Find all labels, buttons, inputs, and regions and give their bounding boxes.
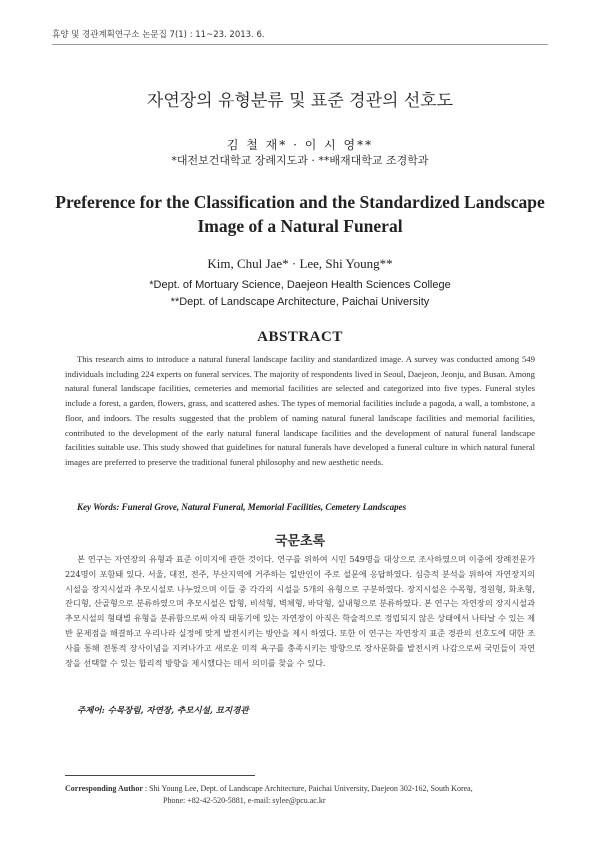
korean-abstract-body: 본 연구는 자연장의 유형과 표준 이미지에 관한 것이다. 연구를 위하여 시민 549명을 대상으로 조사하였으며 이중에 장례전문가 224명이 포함돼 있다. 서울, 대전, 전주, 부산지역에 거주하는 일반인이 주로 설문에 응답하였다. 심층적 분석을 위하여 자연장지의 시설을 장지시설과 추모시설로 나누었으며 이들 중 각각의 시설을 5개의 유형으로 구분하였다. 장지시설은 수목형, 정원형, 화초형, 잔디형, 산골형으로 분류하였으며 추모시설은 탑형, 비석형, 벽체형, 바닥형, 실내형으로 분류하였다. 본 연구는 자연장의 장지시설과 추모시설의 형태별 유형을 분류함으로써 아직 태동기에 있는 자연장이 아직은 학술적으로 정립되지 않은 상태에서 나타날 수 있는 제반 문제점을 해결하고 우리나라 실정에 맞게 발전시키는 방안을 제시 하였다. 또한 이 연구는 자연장지 표준 경관의 선호도에 대한 조사를 통해 전통적 장사이념을 지켜나가고 새로운 미적 욕구를 충족시키는 방향으로 장사문화를 발전시켜 나감으로써 국민들이 자연장을 선택할 수 있는 합리적 방향을 제시했다는 데서 의미를 찾을 수 있다.	[65, 554, 535, 668]
keywords-korean: 주제어: 수목장림, 자연장, 추모시설, 묘지경관	[77, 706, 249, 716]
abstract-body: This research aims to introduce a natural funeral landscape facility and standardized image. A survey was conducted among 549 individuals including 224 experts on funeral services. The majority of respondents lived in Seoul, Daejeon, Jeonju, and Busan. Among natural funeral landscape facilities, cemeteries and memorial facilities are selected and categorized into five types. Funeral styles include a forest, a garden, flowers, grass, and scattered ashes. The types of memorial facilities include a pagoda, a wall, a tombstone, a floor, and indoors. The results suggested that the problem of naming natural funeral landscape facilities and memorial facilities, contributed to the development of the early natural funeral landscape facilities and the development of natural funeral landscape facilities suitable use. This study showed that guidelines for natural funerals have developed a funeral culture in which natural funeral images are preferred to preserve the traditional funeral philosophy and new aesthetic needs.	[65, 354, 535, 467]
abstract-heading: ABSTRACT	[257, 329, 343, 345]
footnote-label: Corresponding Author	[65, 784, 143, 793]
journal-header: 휴양 및 경관계획연구소 논문집 7(1) : 11~23. 2013. 6.	[52, 28, 548, 45]
paper-title-korean: 자연장의 유형분류 및 표준 경관의 선호도	[146, 91, 454, 111]
korean-abstract-heading: 국문초록	[274, 534, 326, 549]
authors-english: Kim, Chul Jae* · Lee, Shi Young**	[207, 256, 393, 271]
affiliations-english	[0, 277, 600, 311]
keywords-english: Key Words: Funeral Grove, Natural Funeral, Memorial Facilities, Cemetery Landscapes	[77, 502, 407, 512]
affiliations-korean: *대전보건대학교 장례지도과 · **배재대학교 조경학과	[171, 154, 429, 167]
affiliation-2: **Dept. of Landscape Architecture, Paichai University	[170, 296, 430, 308]
affiliation-1: *Dept. of Mortuary Science, Daejeon Health Sciences College	[149, 279, 451, 291]
authors-korean: 김 철 재* · 이 시 영**	[226, 138, 374, 152]
footnote-divider	[65, 775, 255, 776]
footnote-contact: Phone: +82-42-520-5881, e-mail: sylee@pcu.ac.kr	[163, 796, 326, 805]
paper-title-english: Preference for the Classification and the Standardized Landscape Image of a Natural Funeral	[55, 192, 545, 236]
corresponding-author-footnote	[65, 783, 535, 807]
footnote-address: : Shi Young Lee, Dept. of Landscape Architecture, Paichai University, Daejeon 302-162, South Korea,	[144, 784, 473, 793]
